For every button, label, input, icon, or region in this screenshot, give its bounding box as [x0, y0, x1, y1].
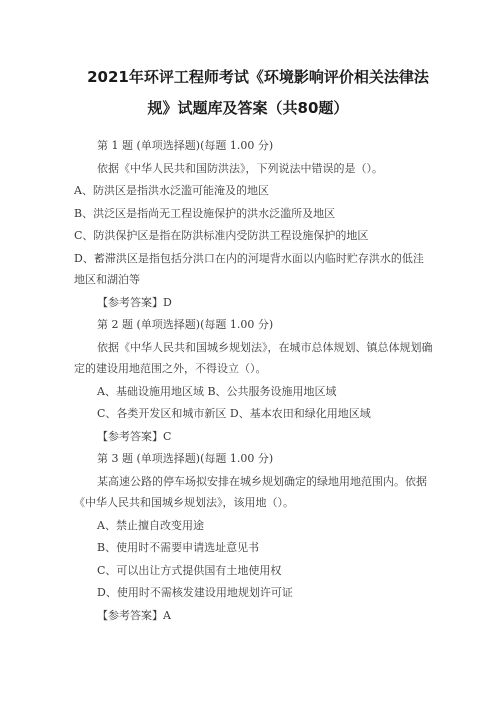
- question-header: 第 3 题 (单项选择题)(每题 1.00 分): [97, 452, 274, 465]
- question-option: B、洪泛区是指尚无工程设施保护的洪水泛滥所及地区: [74, 206, 336, 220]
- question-stem: 依据《中华人民共和国防洪法》，下列说法中错误的是（）。: [97, 161, 383, 175]
- question-block: [74, 135, 434, 314]
- question-list: [74, 135, 434, 627]
- question-option: C、各类开发区和城市新区 D、基本农田和绿化用地区域: [97, 407, 371, 420]
- answer-key: 【参考答案】A: [97, 608, 171, 622]
- question-option: D、使用时不需核发建设用地规划许可证: [97, 586, 293, 599]
- question-option: C、可以出让方式提供国有土地使用权: [97, 563, 282, 577]
- question-header: 第 2 题 (单项选择题)(每题 1.00 分): [97, 318, 274, 331]
- question-option: A、禁止擅自改变用途: [97, 518, 204, 532]
- question-stem: 某高速公路的停车场拟安排在城乡规划确定的绿地用地范围内。依据《中华人民共和国城乡规划法》，该用地（）。: [74, 474, 427, 509]
- question-stem: 依据《中华人民共和国城乡规划法》，在城市总体规划、镇总体规划确定的建设用地范围之外，不得设立（）。: [74, 340, 433, 375]
- question-block: [74, 314, 434, 448]
- answer-key: 【参考答案】D: [97, 295, 172, 309]
- question-option: B、使用时不需要申请选址意见书: [97, 541, 260, 554]
- document-title-line-1: 2021年环评工程师考试《环境影响评价相关法律法: [87, 68, 429, 86]
- question-option: A、防洪区是指洪水泛滥可能淹及的地区: [74, 184, 269, 197]
- question-header: 第 1 题 (单项选择题)(每题 1.00 分): [97, 139, 274, 152]
- answer-key: 【参考答案】C: [97, 429, 172, 443]
- document-title-line-2: 规》试题库及答案（共80题）: [147, 99, 349, 117]
- question-option: D、蓄滞洪区是指包括分洪口在内的河堤背水面以内临时贮存洪水的低洼地区和湖泊等: [74, 251, 424, 286]
- question-block: [74, 448, 434, 627]
- question-option: A、基础设施用地区域 B、公共服务设施用地区域: [97, 384, 337, 398]
- question-option: C、防洪保护区是指在防洪标准内受防洪工程设施保护的地区: [74, 229, 369, 242]
